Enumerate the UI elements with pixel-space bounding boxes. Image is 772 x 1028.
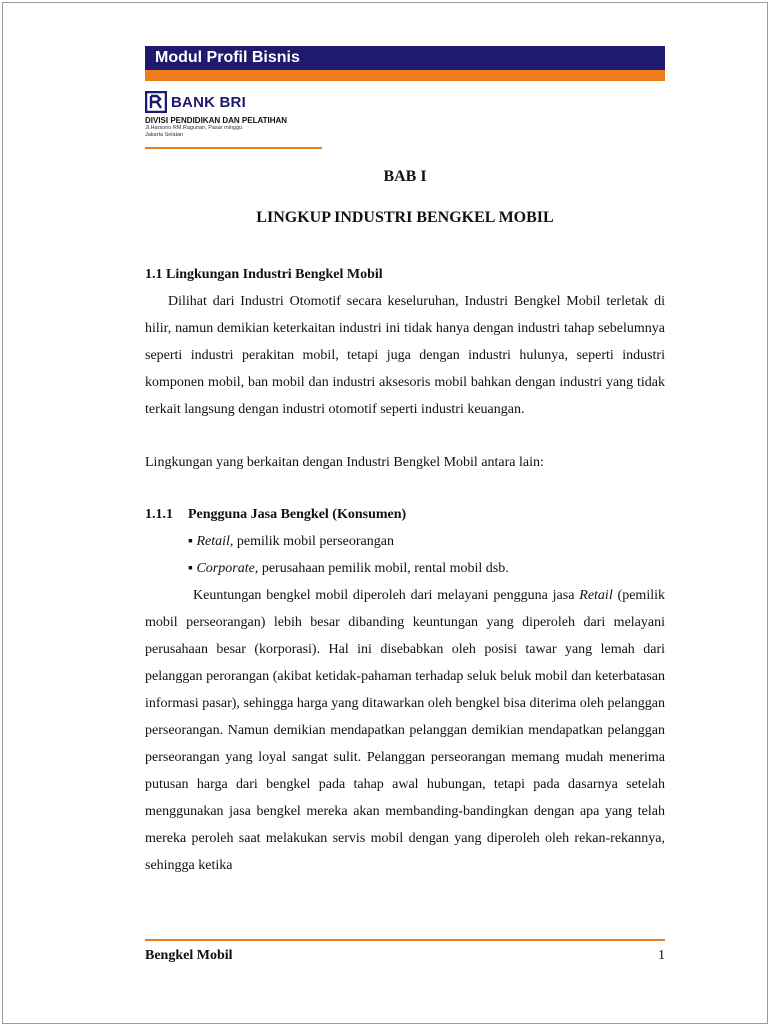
address-line-1: Jl.Harsono RM.Ragunan, Pasar minggu [145,125,243,131]
section-title: Pengguna Jasa Bengkel (Konsumen) [188,507,407,522]
logo-row [145,90,325,114]
paragraph-start: Keuntungan bengkel mobil diperoleh dari melayani pengguna jasa [193,588,580,603]
bullet-term: Corporate [196,561,255,576]
bullet-item-corporate [145,555,665,582]
module-header-bar [145,46,665,70]
division-name: DIVISI PENDIDIKAN DAN PELATIHAN [145,116,288,125]
footer-rule [145,939,665,941]
bank-brand-name: BANK BRI [171,93,246,111]
section-heading-1-1-1 [145,502,665,528]
bullet-item-retail [145,528,665,555]
bullet-marker: ▪ [188,534,193,549]
footer-title: Bengkel Mobil [145,948,233,963]
section-1-1-intro: Lingkungan yang berkaitan dengan Industri Bengkel Mobil antara lain: [145,455,544,470]
bullet-term: Retail [196,534,230,549]
section-heading-1-1: 1.1 Lingkungan Industri Bengkel Mobil [145,267,383,282]
bullet-text: , pemilik mobil perseorangan [229,534,394,549]
address-line-2: Jakarta Selatan [145,132,184,138]
paragraph-rest: (pemilik mobil perseorangan) lebih besar dibanding keuntungan yang diperoleh dari melayani perusahaan besar (korporasi). Hal ini disebabkan oleh posisi tawar yang lemah dari pelanggan perorangan (akibat ketidak-pahaman terhadap seluk beluk mobil dan keterbatasan informasi pasar), sehingga harga yang ditawarkan oleh bengkel bisa diterima oleh pelanggan perseorangan. Namun demikian mendapatkan pelanggan demikian mendapatkan pelanggan perseorangan yang loyal sangat sulit. Pelanggan perseorangan memang mudah menerima putusan harga dari bengkel pada tahap awal hubungan, tetapi pada dasarnya setelah menggunakan jasa bengkel mereka akan membanding-bandingkan dengan apa yang telah mereka peroleh saat melakukan servis mobil dengan yang diperoleh oleh rekan-rekannya, sehingga ketika [145,588,665,873]
section-1-1-1-paragraph [145,582,665,879]
section-1-1-paragraph: Dilihat dari Industri Otomotif secara keseluruhan, Industri Bengkel Mobil terletak di hilir, namun demikian keterkaitan industri ini tidak hanya dengan industri tahap sebelumnya seperti industri perakitan mobil, tetapi juga dengan industri hulunya, seperti industri komponen mobil, ban mobil dan industri aksesoris mobil bahkan dengan industri yang tidak terkait langsung dengan industri otomotif seperti industri keuangan. [145,294,665,417]
chapter-title: LINGKUP INDUSTRI BENGKEL MOBIL [256,209,554,226]
logo-underline [145,147,322,149]
chapter-label: BAB I [383,168,427,185]
section-number: 1.1.1 [145,507,173,522]
bullet-marker: ▪ [188,561,193,576]
paragraph-italic-term: Retail [579,588,613,603]
bullet-text: , perusahaan pemilik mobil, rental mobil dsb. [254,561,509,576]
document-body [145,262,665,879]
page-number: 1 [658,948,665,963]
bri-logo-block [145,90,325,139]
module-title: Modul Profil Bisnis [155,49,300,66]
header-accent-stripe [145,70,665,81]
bri-logo-icon [145,91,167,113]
